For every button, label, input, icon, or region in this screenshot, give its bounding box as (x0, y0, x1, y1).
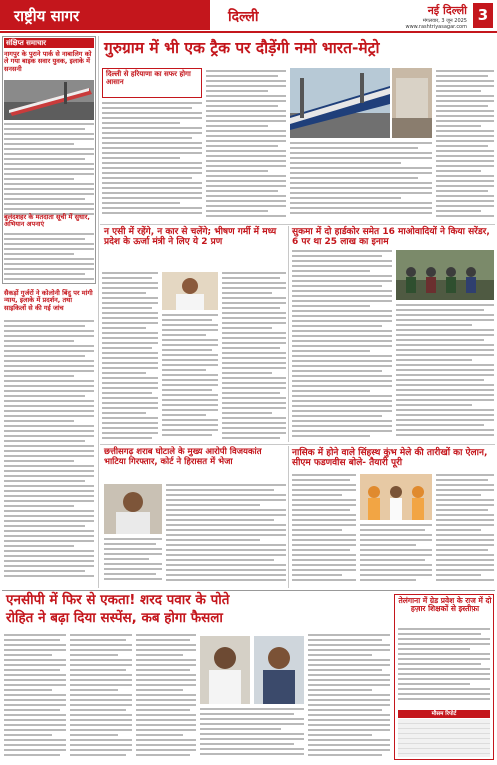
kumbh-headline: नासिक में होने वाले सिंहस्थ कुंभ मेले की तारीखों का ऐलान, सीएम फडणवीस बोले- तैयारी पूरी (292, 448, 488, 469)
sukma-body-col1 (292, 250, 392, 440)
masthead (0, 0, 497, 34)
lead-headline: गुरुग्राम में भी एक ट्रैक पर दौड़ेंगी नमो भारत-मेट्रो (104, 39, 380, 57)
kumbh-body-col2 (360, 524, 432, 586)
kumbh-photo (360, 474, 432, 520)
newspaper-title: राष्ट्रीय सागर (14, 7, 80, 25)
liquor-divider (288, 446, 289, 588)
telangana-headline: तेलंगाना में ग्रेड प्रवेश के राज में दो हज़ार शिक्षकों से इस्तीफ़ा (398, 596, 492, 614)
sidebar-story2-headline: बुलंदशहर के मतदाता सूची में सुधार, अभियान अपनाएं (4, 213, 90, 229)
sidebar-story2-body (4, 233, 94, 283)
lead-body-col1 (102, 102, 202, 220)
sidebar-divider (98, 36, 99, 588)
website-line: www.rashtriyasagar.com (405, 24, 467, 30)
bottom-rule (2, 590, 495, 591)
sukma-body-col2 (396, 304, 494, 440)
lead-body-col4 (436, 70, 494, 220)
bottom-headline-line1: एनसीपी में फिर से एकता! शरद पवार के पोते (6, 592, 230, 608)
surrender-photo (396, 250, 494, 300)
lead-bottom-rule (100, 224, 495, 225)
sharad-pawar-photo (200, 636, 250, 704)
bottom-body-col2 (70, 634, 132, 760)
bottom-body-col5 (308, 634, 390, 760)
telangana-body (398, 628, 490, 706)
center-divider (288, 226, 289, 442)
minister-photo (162, 272, 218, 310)
masthead-rule (0, 31, 497, 33)
sidebar-story1-body (4, 123, 94, 218)
lead-metro-photo (290, 68, 390, 138)
date-line: मंगलवार, 3 जून 2025 (422, 18, 467, 24)
sukma-headline: सुकमा में दो हार्डकोर समेत 16 माओवादियों ने किया सरेंडर, 6 पर था 25 लाख का इनाम (292, 227, 490, 248)
kumbh-body-col1 (292, 474, 356, 586)
center-body-col3 (222, 272, 286, 442)
lead-sub-headline: दिल्ली से हरियाणा का सफर होगा आसान (106, 70, 191, 86)
sidebar-story3-headline: सैकड़ों गुर्जरों ने कोलोनी बिंदु पर मांगी न्याय, इलाके में प्रदर्शन, तथा साइकिलों से की गई जांच (4, 289, 93, 312)
rohit-pawar-photo (254, 636, 304, 704)
bottom-body-col4 (200, 708, 304, 760)
bottom-headline-line2: रोहित ने बढ़ा दिया सस्पेंस, कब होगा फैसला (6, 610, 223, 626)
bottom-body-col3 (136, 634, 196, 760)
sidebar-metro-photo (4, 80, 94, 120)
center-body-col2 (162, 314, 218, 442)
bottom-body-col1 (4, 634, 66, 760)
edition-block (406, 3, 468, 30)
center-headline: न एसी में रहेंगे, न कार से चलेंगे; भीषण गर्मी में मध्य प्रदेश के ऊर्जा मंत्री ने लिए ये 2 प्रण (104, 227, 277, 248)
lead-body-col2 (206, 70, 286, 220)
edition-label: नई दिल्ली (427, 4, 467, 17)
sidebar-section-label: संक्षिप्त समाचार (4, 38, 94, 48)
masthead-bar (0, 0, 210, 30)
center-body-col1 (102, 272, 158, 442)
accused-photo (104, 484, 162, 534)
page-number: 3 (473, 3, 493, 28)
sidebar-story3-body (4, 320, 94, 588)
mid-rule (100, 444, 495, 445)
weather-table (398, 719, 490, 757)
kumbh-body-col3 (436, 474, 494, 586)
lead-station-photo (392, 68, 432, 138)
weather-table-header: मौसम रिपोर्ट (398, 710, 490, 718)
liquor-headline: छत्तीसगढ़ शराब घोटाले के मुख्य आरोपी विजयकांत भाटिया गिरफ्तार, कोर्ट ने हिरासत में भेजा (104, 447, 262, 467)
lead-body-col3 (290, 142, 432, 220)
liquor-body-col1 (166, 484, 286, 586)
city-label: दिल्ली (228, 9, 259, 25)
sidebar-story1-headline: नागपुर के पुराने पार्क से नाबालिग को ले गया बाइक सवार युवक, इलाके में सनसनी (4, 50, 92, 73)
liquor-body-col2 (104, 538, 162, 586)
